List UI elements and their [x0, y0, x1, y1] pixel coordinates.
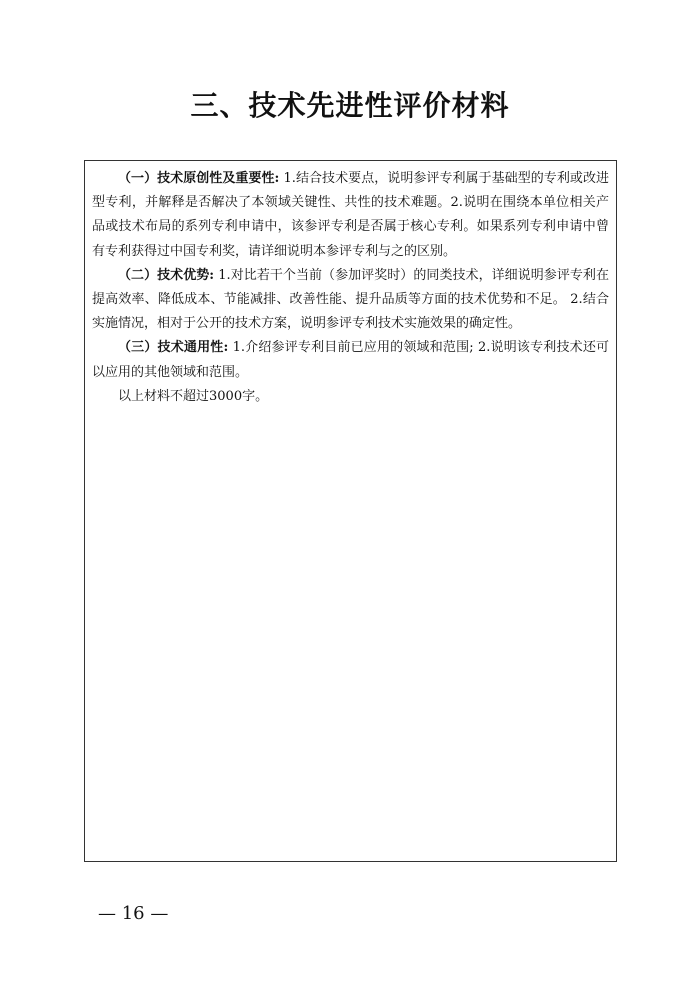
- section-heading: （一）技术原创性及重要性:: [118, 171, 280, 186]
- page-title: 三、技术先进性评价材料: [190, 89, 510, 122]
- section-body: 1.介绍参评专利目前已应用的领域和范围; 2.说明该专利技术还可以应用的其他领域和范围。: [92, 340, 609, 380]
- page-number: — 16 —: [98, 903, 169, 924]
- section-heading: （三）技术通用性:: [118, 340, 229, 356]
- section-advantages: [92, 264, 609, 337]
- section-body: 1.结合技术要点，说明参评专利属于基础型的专利或改进型专利，并解释是否解决了本领域关键性、共性的技术难题。2.说明在围绕本单位相关产品或技术布局的系列专利申请中，该参评专利是否属于核心专利。如果系列专利申请中曾有专利获得过中国专利奖，请详细说明本参评专利与之的区别。: [92, 171, 609, 259]
- section-heading: （二）技术优势:: [118, 267, 215, 283]
- word-limit-note: 以上材料不超过3000字。: [118, 388, 269, 404]
- section-generality: [92, 336, 609, 384]
- section-body: 1.对比若干个当前（参加评奖时）的同类技术，详细说明参评专利在提高效率、降低成本、节能减排、改善性能、提升品质等方面的技术优势和不足。 2.结合实施情况，相对于公开的技术方案，说明参评专利技术实施效果的确定性。: [92, 267, 609, 332]
- section-originality: [92, 167, 609, 264]
- content-box: [84, 160, 617, 862]
